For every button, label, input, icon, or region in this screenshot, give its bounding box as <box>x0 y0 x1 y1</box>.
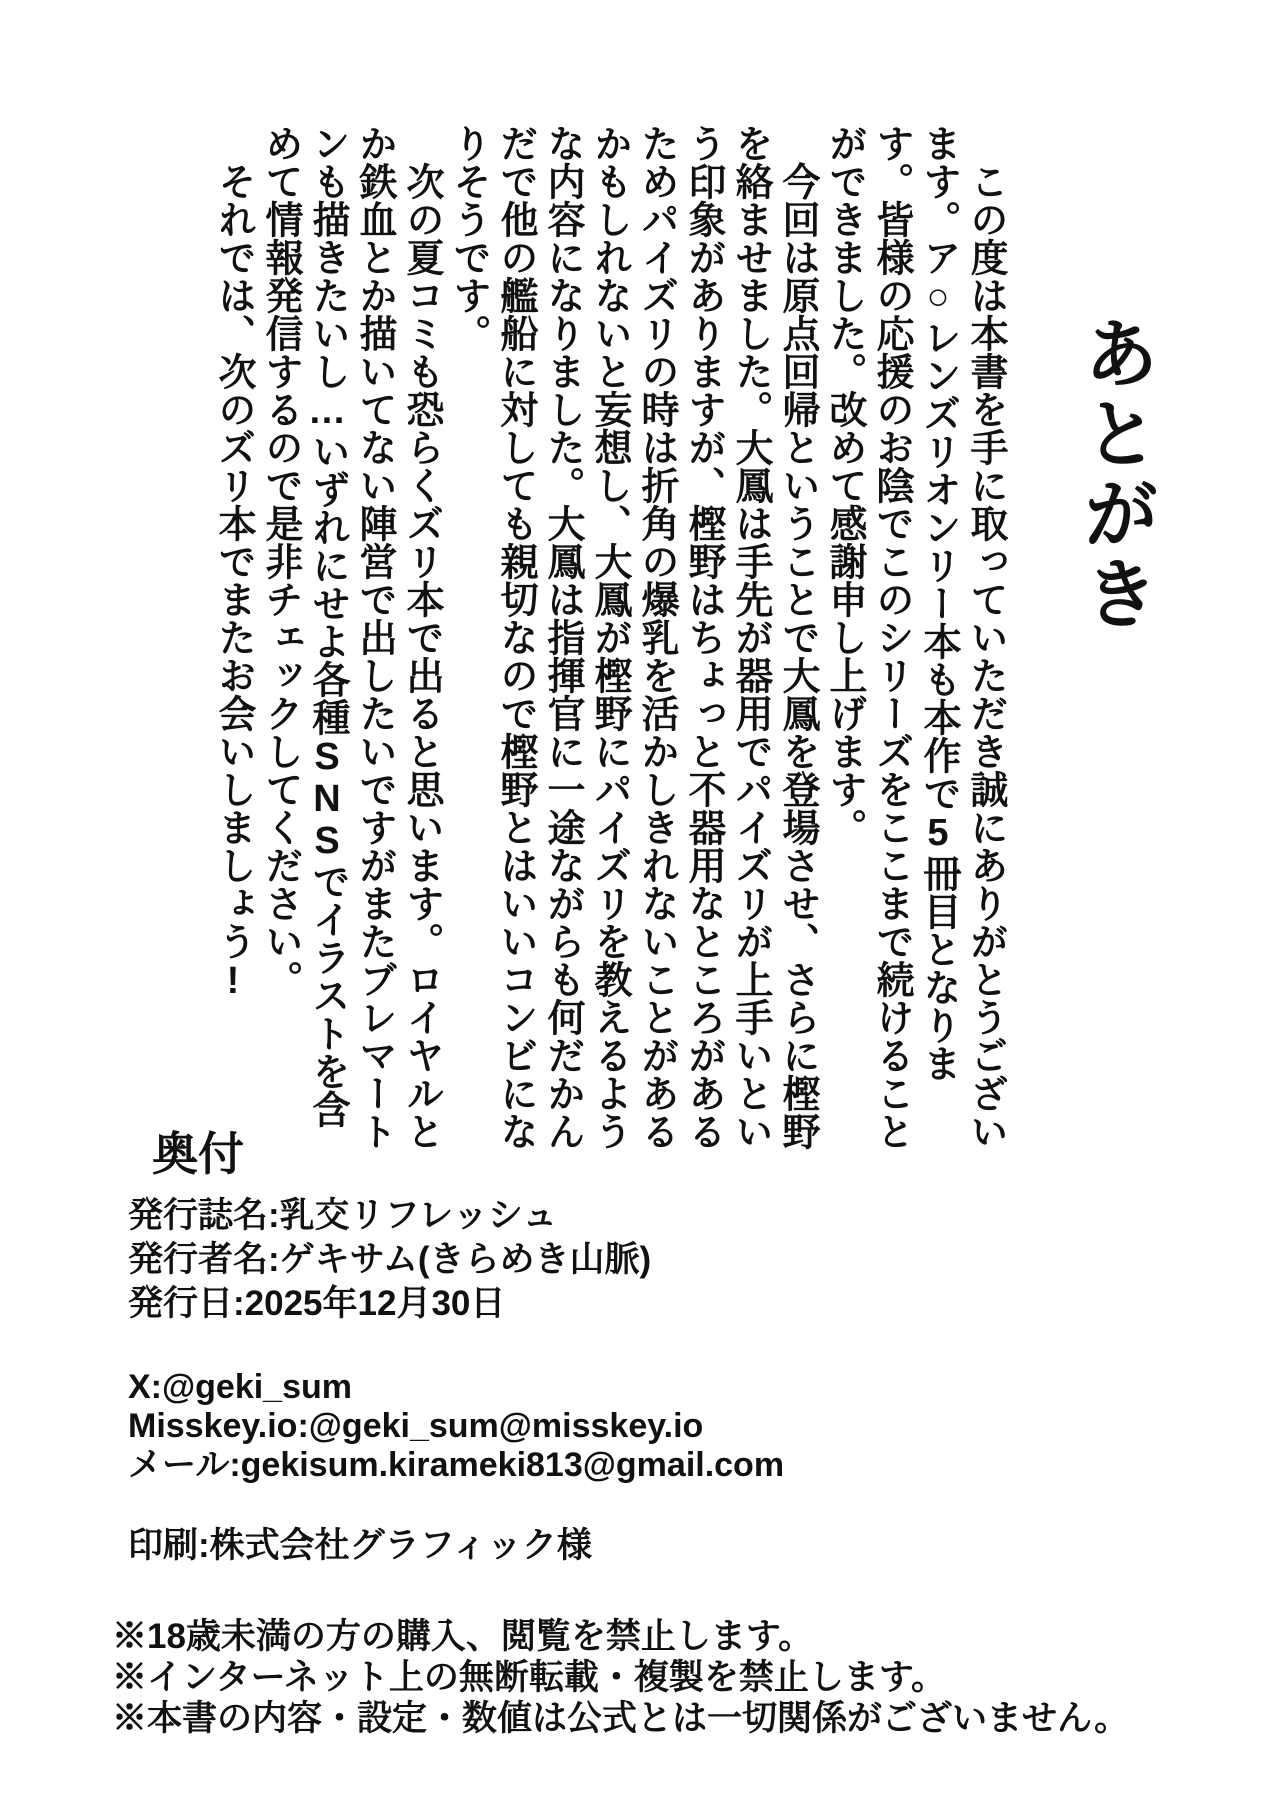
publication-info <box>128 1194 651 1326</box>
disclaimer-no-repost: ※インターネット上の無断転載・複製を禁止します。 <box>112 1658 947 1697</box>
contact-x-line: X:@geki_sum <box>128 1368 353 1406</box>
afterword-paragraph-next-plans: 次の夏コミも恐らくズリ本で出ると思います。ロイヤルとか鉄血とか描いてない陣営で出したいですがまたブレマートンも描きたいし…いずれにせよ各種SNSでイラストを含めて情報発信するので是非チェックしてください。 <box>259 124 442 1150</box>
disclaimer-unofficial: ※本書の内容・設定・数値は公式とは一切関係がございません。 <box>112 1699 1130 1738</box>
disclaimers <box>112 1616 1129 1739</box>
contact-info <box>128 1368 784 1485</box>
contact-email-line: メール:gekisum.kirameki813@gmail.com <box>128 1446 785 1484</box>
afterword-text <box>209 124 1008 1150</box>
publication-publisher-line: 発行者名:ゲキサム(きらめき山脈) <box>128 1240 652 1279</box>
publication-date-line: 発行日:2025年12月30日 <box>128 1284 506 1323</box>
afterword-paragraph-farewell: それでは、次のズリ本でまたお会いしましょう! <box>212 162 254 1002</box>
afterword-paragraph-thanks: この度は本書を手に取っていただき誠にありがとうございます。ア○レンズリオンリー本も本作で5冊目となります。皆様の応援のお陰でこのシリーズをここまで続けることができました。改めて感謝申し上げます。 <box>823 124 1006 1150</box>
publication-journal-line: 発行誌名:乳交リフレッシュ <box>128 1196 558 1235</box>
disclaimer-age-restriction: ※18歳未満の方の購入、閲覧を禁止します。 <box>112 1617 814 1656</box>
afterword-paragraph-concept: 今回は原点回帰ということで大鳳を登場させ、さらに樫野を絡ませました。大鳳は手先が器用でパイズリが上手いという印象がありますが、樫野はちょっと不器用なところがあるためパイズリの時は折角の爆乳を活かしきれないことがあるかもしれないと妄想し、大鳳が樫野にパイズリを教えるような内容になりました。大鳳は指揮官に一途ながらも何だかんだで他の艦船に対しても親切なので樫野とはいいコンビになりそうです。 <box>447 124 818 1150</box>
colophon-heading: 奥付 <box>152 1128 244 1180</box>
contact-misskey-line: Misskey.io:@geki_sum@misskey.io <box>128 1407 704 1445</box>
printer-line: 印刷:株式会社グラフィック様 <box>128 1526 592 1565</box>
page-title: あとがき <box>1072 314 1156 634</box>
